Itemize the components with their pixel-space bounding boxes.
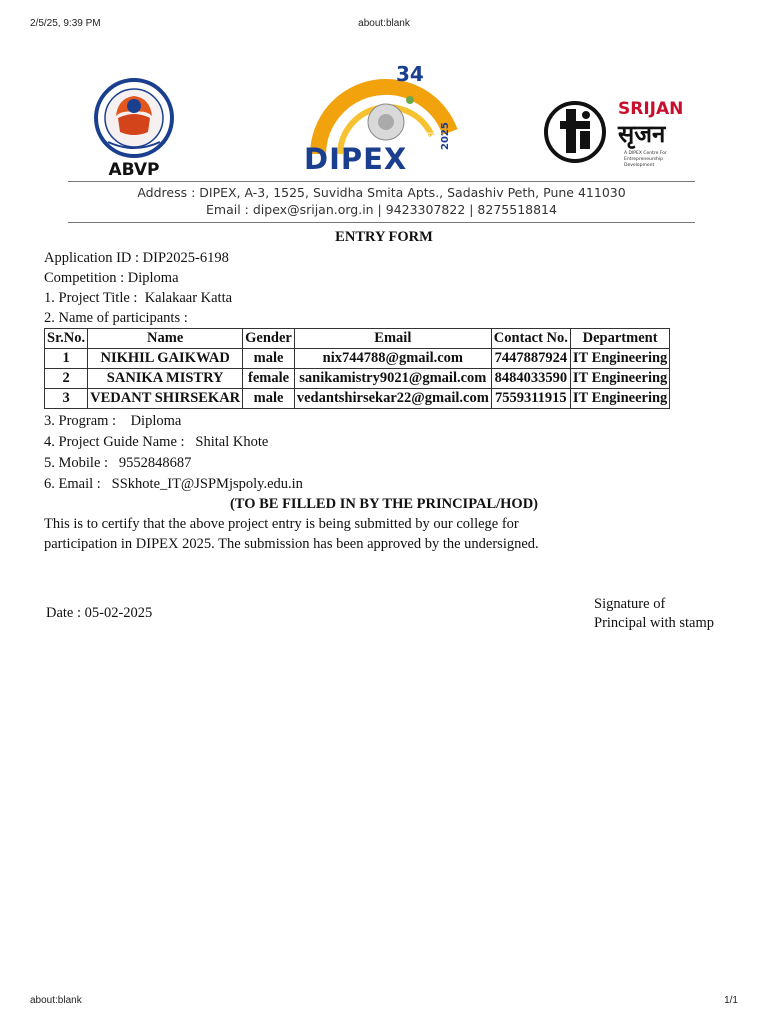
- cell-gender: male: [243, 389, 295, 409]
- signature-line-2: Principal with stamp: [594, 615, 715, 631]
- cell-department: IT Engineering: [570, 369, 669, 389]
- dipex-number: 34: [396, 62, 424, 86]
- certification-text: This is to certify that the above project entry is being submitted by our college for participation in DIPEX 2025. The submission has been approved by the undersigned.: [44, 516, 539, 552]
- dipex-hindi: सृजन: [422, 131, 442, 142]
- cell-name: VEDANT SHIRSEKAR: [88, 389, 243, 409]
- cell-name: NIKHIL GAIKWAD: [88, 349, 243, 369]
- cell-contact: 8484033590: [491, 369, 570, 389]
- participants-label: 2. Name of participants :: [44, 310, 188, 326]
- table-header-row: [45, 329, 670, 349]
- abvp-label: ABVP: [108, 160, 160, 180]
- col-header: Name: [88, 329, 243, 349]
- cell-department: IT Engineering: [570, 389, 669, 409]
- cell-email: nix744788@gmail.com: [294, 349, 491, 369]
- cell-department: IT Engineering: [570, 349, 669, 369]
- form-title: ENTRY FORM: [335, 229, 433, 245]
- cell-email: sanikamistry9021@gmail.com: [294, 369, 491, 389]
- srijan-logo: [542, 95, 692, 169]
- signature-line-1: Signature of: [594, 596, 666, 612]
- competition: Competition : Diploma: [44, 270, 179, 286]
- date: Date : 05-02-2025: [46, 605, 153, 621]
- principal-heading: (TO BE FILLED IN BY THE PRINCIPAL/HOD): [229, 496, 539, 512]
- cell-contact: 7447887924: [491, 349, 570, 369]
- abvp-logo: [88, 76, 180, 180]
- page-number: 1/1: [724, 995, 738, 1006]
- table-row: [45, 349, 670, 369]
- srijan-hindi: सृजन: [618, 120, 666, 148]
- col-header: Sr.No.: [45, 329, 88, 349]
- letterhead-rule-bottom: [68, 222, 695, 223]
- print-datetime: 2/5/25, 9:39 PM: [30, 18, 101, 29]
- entry-form: [44, 227, 724, 554]
- cell-name: SANIKA MISTRY: [88, 369, 243, 389]
- cell-srno: 2: [45, 369, 88, 389]
- cell-gender: male: [243, 349, 295, 369]
- cell-srno: 1: [45, 349, 88, 369]
- srijan-name: SRIJAN: [618, 99, 684, 119]
- dipex-logo: [300, 62, 470, 177]
- project-guide: 4. Project Guide Name : Shital Khote: [44, 434, 269, 450]
- col-header: Gender: [243, 329, 295, 349]
- guide-email: 6. Email : SSkhote_IT@JSPMjspoly.edu.in: [44, 476, 303, 492]
- letterhead-contact: Email : dipex@srijan.org.in | 9423307822 | 8275518814: [206, 202, 557, 217]
- col-header: Contact No.: [491, 329, 570, 349]
- signature-block: [594, 595, 754, 633]
- srijan-tagline: A DIPEX Centre For Entrepreneurship Development: [624, 151, 667, 168]
- cell-srno: 3: [45, 389, 88, 409]
- dipex-name: DIPEX: [304, 142, 408, 176]
- col-header: Email: [294, 329, 491, 349]
- col-header: Department: [570, 329, 669, 349]
- letterhead-address: Address : DIPEX, A-3, 1525, Suvidha Smita Apts., Sadashiv Peth, Pune 411030: [137, 185, 626, 200]
- application-id: Application ID : DIP2025-6198: [44, 250, 229, 266]
- project-title: 1. Project Title : Kalakaar Katta: [44, 290, 233, 306]
- print-title: about:blank: [358, 18, 410, 29]
- dipex-year: 2025: [440, 122, 451, 150]
- program: 3. Program : Diploma: [44, 413, 182, 429]
- table-row: [45, 389, 670, 409]
- cell-email: vedantshirsekar22@gmail.com: [294, 389, 491, 409]
- letterhead-rule-top: [68, 181, 695, 182]
- table-row: [45, 369, 670, 389]
- participants-table: [44, 328, 670, 409]
- cell-contact: 7559311915: [491, 389, 570, 409]
- print-url: about:blank: [30, 995, 82, 1006]
- mobile: 5. Mobile : 9552848687: [44, 455, 192, 471]
- cell-gender: female: [243, 369, 295, 389]
